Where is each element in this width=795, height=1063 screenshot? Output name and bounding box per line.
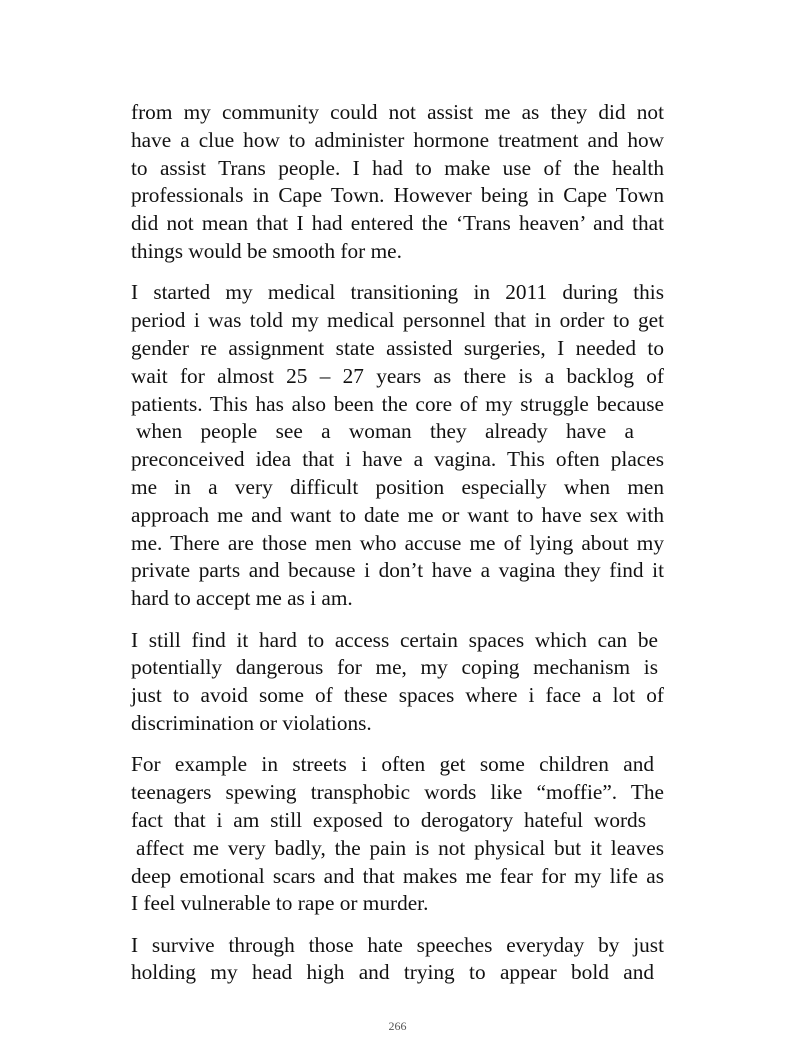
text-line: gender re assignment state assisted surgeries, I needed to (131, 335, 664, 360)
page-number: 266 (388, 1019, 407, 1033)
text-line: I survive through those hate speeches everyday by just (131, 932, 664, 957)
text-line: have a clue how to administer hormone treatment and how (131, 127, 664, 152)
text-line: holding my head high and trying to appear bold and (131, 960, 654, 985)
text-line: professionals in Cape Town. However being in Cape Town (131, 183, 664, 208)
text-line: teenagers spewing transphobic words like “moffie”. The (131, 780, 664, 805)
text-line: hard to accept me as i am. (131, 586, 353, 611)
text-line: when people see a woman they already have a (136, 419, 634, 444)
text-line: from my community could not assist me as they did not (131, 100, 664, 124)
text-line: to assist Trans people. I had to make use of the health (131, 155, 664, 180)
text-line: discrimination or violations. (131, 710, 372, 735)
text-line: approach me and want to date me or want to have sex with (131, 502, 664, 527)
text-line: wait for almost 25 – 27 years as there is a backlog of (131, 363, 664, 388)
text-line: me in a very difficult position especially when men (131, 474, 664, 499)
text-line: patients. This has also been the core of my struggle because (131, 391, 664, 416)
text-line: deep emotional scars and that makes me fear for my life as (131, 863, 664, 888)
text-line: me. There are those men who accuse me of lying about my (131, 530, 664, 555)
text-line: I feel vulnerable to rape or murder. (131, 891, 429, 916)
text-line: did not mean that I had entered the ‘Trans heaven’ and that (131, 211, 664, 236)
text-line: potentially dangerous for me, my coping mechanism is (131, 655, 658, 680)
paragraph-2 (131, 279, 664, 613)
text-line: just to avoid some of these spaces where i face a lot of (131, 683, 664, 708)
text-line: I started my medical transitioning in 2011 during this (131, 280, 664, 305)
body-text (131, 99, 664, 1001)
paragraph-4 (131, 751, 664, 918)
text-line: preconceived idea that i have a vagina. This often places (131, 447, 664, 472)
paragraph-1 (131, 99, 664, 266)
text-line: For example in streets i often get some children and (131, 752, 654, 777)
text-line: things would be smooth for me. (131, 238, 402, 263)
text-line: I still find it hard to access certain spaces which can be (131, 627, 658, 652)
text-line: fact that i am still exposed to derogatory hateful words (131, 807, 646, 832)
paragraph-3 (131, 627, 664, 738)
text-line: period i was told my medical personnel that in order to get (131, 308, 664, 333)
text-line: private parts and because i don’t have a vagina they find it (131, 558, 664, 583)
text-line: affect me very badly, the pain is not physical but it leaves (136, 835, 664, 860)
paragraph-5 (131, 932, 664, 988)
